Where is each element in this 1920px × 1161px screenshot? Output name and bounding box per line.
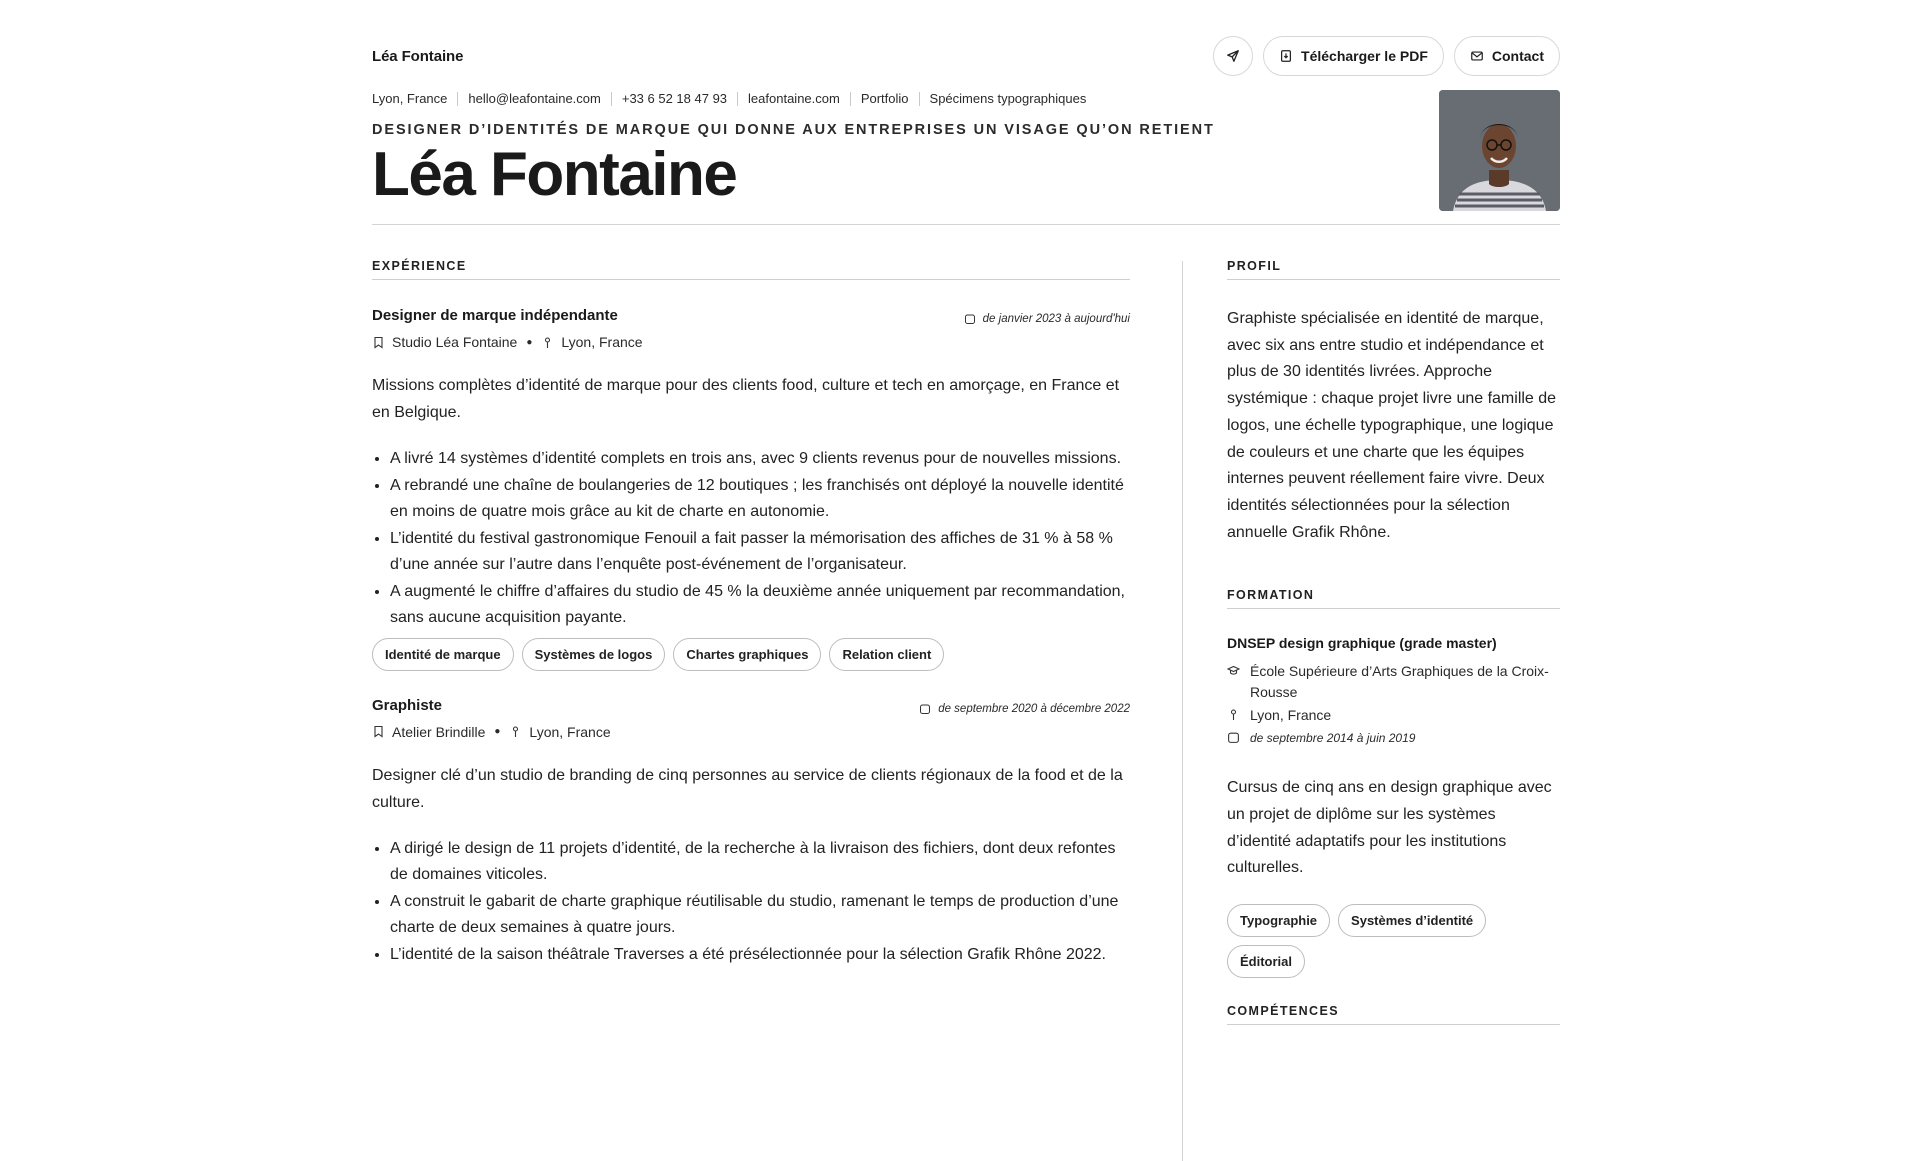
contact-label: Contact	[1491, 48, 1544, 64]
bookmark-icon	[372, 336, 385, 349]
job-entry	[372, 307, 1130, 671]
resume-page	[372, 0, 1560, 1161]
contact-location: Lyon, France	[372, 91, 448, 106]
achievement-item: • L’identité de la saison théâtrale Traverses a été présélectionnée pour la sélection Grafik Rhône 2022.	[390, 942, 1130, 969]
page-title: Léa Fontaine	[372, 140, 737, 209]
education-entry	[1227, 635, 1560, 978]
job-achievements	[372, 446, 1130, 632]
profile-heading: PROFIL	[1227, 259, 1560, 280]
school-dates: de septembre 2014 à juin 2019	[1250, 731, 1416, 746]
brand-name: Léa Fontaine	[372, 47, 464, 65]
achievement-item: • A rebrandé une chaîne de boulangeries de 12 boutiques ; les franchisés ont déployé la nouvelle identité en moins de quatre mois grâce au kit de charte en autonomie.	[390, 473, 1130, 526]
job-header	[372, 307, 1130, 325]
pin-icon	[1227, 708, 1240, 721]
calendar-icon	[1227, 731, 1240, 744]
achievement-item: • A dirigé le design de 11 projets d’identité, de la recherche à la livraison des fichiers, dont deux refontes de domaines viticoles.	[390, 836, 1130, 889]
contact-specimens-link[interactable]: Spécimens typographiques	[919, 92, 1097, 106]
column-divider	[1182, 261, 1183, 1161]
main-column	[372, 225, 1130, 1161]
contact-button[interactable]	[1454, 36, 1560, 76]
contact-portfolio-link[interactable]: Portfolio	[850, 92, 919, 106]
bookmark-icon	[372, 725, 385, 738]
achievement-item: • A livré 14 systèmes d’identité complets en trois ans, avec 9 clients revenus pour de nouvelles missions.	[390, 446, 1130, 473]
job-location: Lyon, France	[529, 723, 611, 740]
education-tags	[1227, 904, 1560, 978]
skill-tag: Systèmes de logos	[522, 638, 666, 671]
job-location: Lyon, France	[561, 334, 643, 350]
job-entry	[372, 697, 1130, 969]
contact-website[interactable]: leafontaine.com	[737, 92, 850, 106]
share-button[interactable]	[1213, 36, 1253, 76]
education-heading: FORMATION	[1227, 588, 1560, 609]
calendar-icon	[964, 313, 976, 325]
calendar-icon	[919, 703, 931, 715]
achievement-item: • L’identité du festival gastronomique Fenouil a fait passer la mémorisation des affiches de 31 % à 58 % d’une année sur l’autre dans l’enquête post-événement de l’organisateur.	[390, 526, 1130, 579]
school-dates-line	[1227, 728, 1560, 749]
job-dates	[964, 313, 1130, 325]
profile-summary: Graphiste spécialisée en identité de marque, avec six ans entre studio et indépendance et plus de 30 identités livrées. Approche systémique : chaque projet livre une famille de logos, une échelle typographique, une logique de couleurs et une charte que les équipes internes peuvent réellement faire vivre. Deux identités sélectionnées pour la sélection annuelle Grafik Rhône.	[1227, 310, 1557, 541]
pin-icon	[541, 336, 554, 349]
skill-tag: Chartes graphiques	[673, 638, 821, 671]
job-title: Designer de marque indépendante	[372, 307, 618, 324]
mail-icon	[1470, 49, 1484, 63]
skill-tag: Identité de marque	[372, 638, 514, 671]
job-meta	[372, 724, 1130, 740]
school-line	[1227, 661, 1560, 703]
skill-tag: Éditorial	[1227, 945, 1305, 978]
job-dates-text: de janvier 2023 à aujourd'hui	[982, 313, 1130, 325]
job-meta	[372, 334, 1130, 350]
school-location-line	[1227, 705, 1560, 726]
job-header	[372, 697, 1130, 715]
job-achievements	[372, 836, 1130, 969]
tagline: DESIGNER D’IDENTITÉS DE MARQUE QUI DONNE AUX ENTREPRISES UN VISAGE QU’ON RETIENT	[372, 122, 1215, 138]
education-description: Cursus de cinq ans en design graphique avec un projet de diplôme sur les systèmes d’identité adaptatifs pour les institutions culturelles.	[1227, 779, 1552, 877]
separator-dot: ●	[494, 726, 501, 737]
graduation-cap-icon	[1227, 664, 1240, 677]
skill-tag: Systèmes d’identité	[1338, 904, 1486, 937]
avatar	[1439, 90, 1560, 211]
contact-email[interactable]: hello@leafontaine.com	[457, 92, 610, 106]
file-download-icon	[1279, 49, 1293, 63]
school-name: École Supérieure d’Arts Graphiques de la Croix-Rousse	[1250, 663, 1549, 701]
resume-body	[372, 225, 1560, 1161]
resume-header	[372, 90, 1560, 225]
experience-heading: EXPÉRIENCE	[372, 259, 1130, 280]
send-icon	[1226, 49, 1240, 63]
job-title: Graphiste	[372, 696, 443, 714]
download-pdf-button[interactable]	[1263, 36, 1444, 76]
achievement-item: • A augmenté le chiffre d’affaires du studio de 45 % la deuxième année uniquement par recommandation, sans aucune acquisition payante.	[390, 579, 1130, 632]
skill-tag: Typographie	[1227, 904, 1330, 937]
top-bar	[372, 36, 1560, 76]
job-description: Designer clé d’un studio de branding de cinq personnes au service de clients régionaux de la food et de la culture.	[372, 766, 1123, 811]
contact-phone[interactable]: +33 6 52 18 47 93	[611, 92, 737, 106]
job-description: Missions complètes d’identité de marque pour des clients food, culture et tech en amorçage, en France et en Belgique.	[372, 377, 1120, 421]
achievement-item: • A construit le gabarit de charte graphique réutilisable du studio, ramenant le temps de production d’une charte de deux semaines à quatre jours.	[390, 889, 1130, 942]
degree-title: DNSEP design graphique (grade master)	[1227, 635, 1497, 652]
sidebar-column	[1227, 225, 1560, 1161]
contact-row	[372, 90, 1560, 108]
job-dates	[919, 703, 1130, 715]
separator-dot: ●	[526, 336, 533, 348]
school-location: Lyon, France	[1250, 707, 1332, 724]
job-dates-text: de septembre 2020 à décembre 2022	[938, 702, 1130, 715]
skill-tag: Relation client	[829, 638, 944, 671]
skill-tags	[372, 638, 1130, 671]
download-pdf-label: Télécharger le PDF	[1301, 48, 1428, 64]
job-company: Studio Léa Fontaine	[392, 334, 518, 350]
header-actions	[1213, 36, 1560, 76]
pin-icon	[509, 725, 522, 738]
job-company: Atelier Brindille	[392, 723, 486, 740]
skills-heading: COMPÉTENCES	[1227, 1004, 1560, 1025]
